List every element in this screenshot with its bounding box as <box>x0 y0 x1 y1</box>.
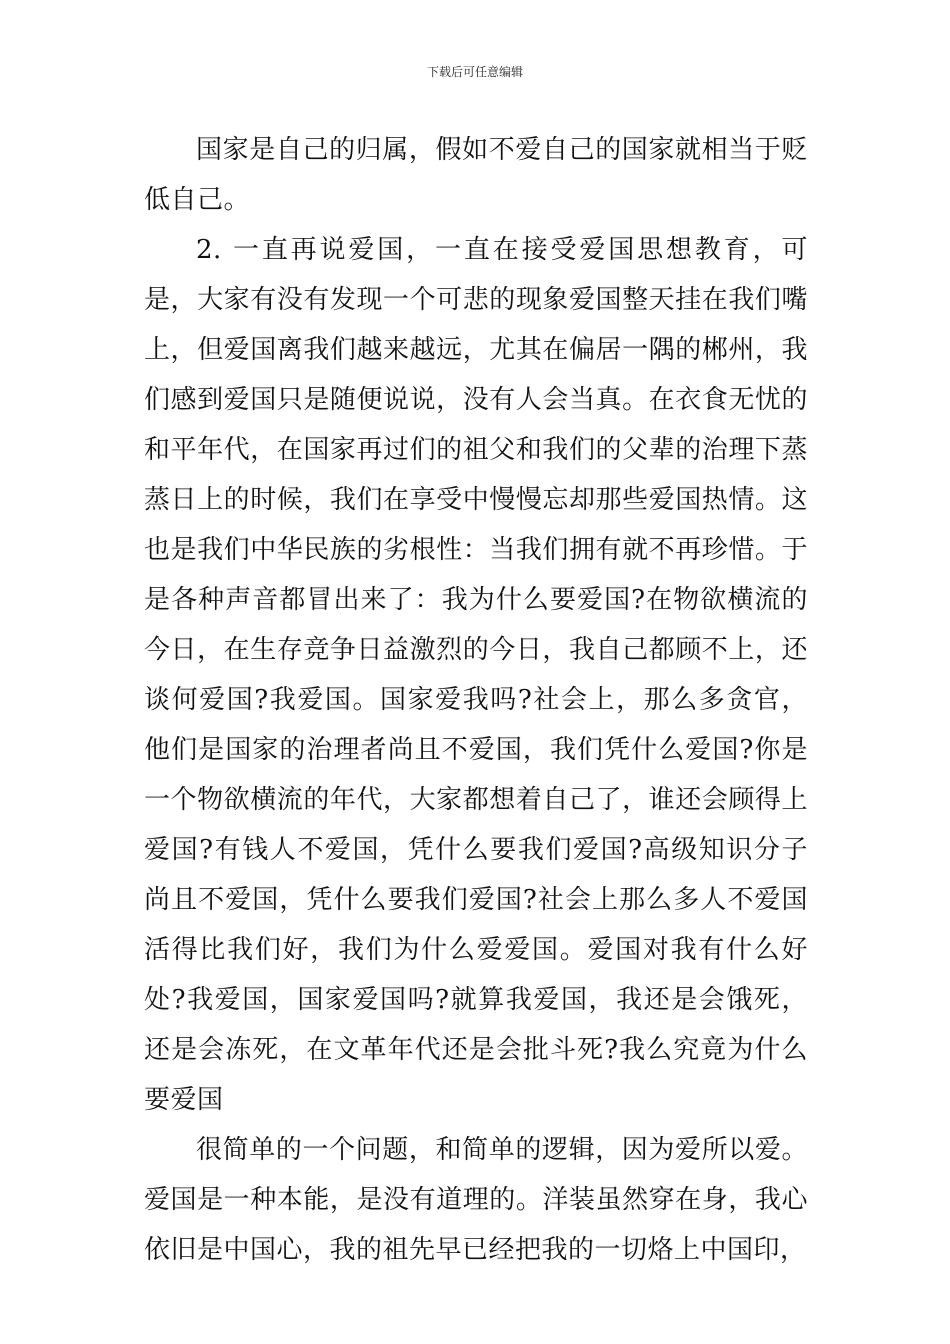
paragraph-1: 国家是自己的归属，假如不爱自己的国家就相当于贬低自己。 <box>144 135 808 215</box>
paragraph-3: 很简单的一个问题，和简单的逻辑，因为爱所以爱。爱国是一种本能，是没有道理的。洋装虽然穿在身，我心依旧是中国心，我的祖先早已经把我的一切烙上中国印， <box>144 1135 808 1265</box>
document-body <box>144 125 808 1275</box>
page-header: 下载后可任意编辑 <box>426 65 523 79</box>
paragraph-2: 2. 一直再说爱国，一直在接受爱国思想教育，可是，大家有没有发现一个可悲的现象爱国整天挂在我们嘴上，但爱国离我们越来越远，尤其在偏居一隅的郴州，我们感到爱国只是随便说说，没有人会当真。在衣食无忧的和平年代，在国家再过们的祖父和我们的父辈的治理下蒸蒸日上的时候，我们在享受中慢慢忘却那些爱国热情。这也是我们中华民族的劣根性：当我们拥有就不再珍惜。于是各种声音都冒出来了：我为什么要爱国?在物欲横流的今日，在生存竞争日益激烈的今日，我自己都顾不上，还谈何爱国?我爱国。国家爱我吗?社会上，那么多贪官，他们是国家的治理者尚且不爱国，我们凭什么爱国?你是一个物欲横流的年代，大家都想着自己了，谁还会顾得上爱国?有钱人不爱国，凭什么要我们爱国?高级知识分子尚且不爱国，凭什么要我们爱国?社会上那么多人不爱国活得比我们好，我们为什么爱爱国。爱国对我有什么好处?我爱国，国家爱国吗?就算我爱国，我还是会饿死，还是会冻死，在文革年代还是会批斗死?我么究竟为什么要爱国 <box>144 235 808 1115</box>
